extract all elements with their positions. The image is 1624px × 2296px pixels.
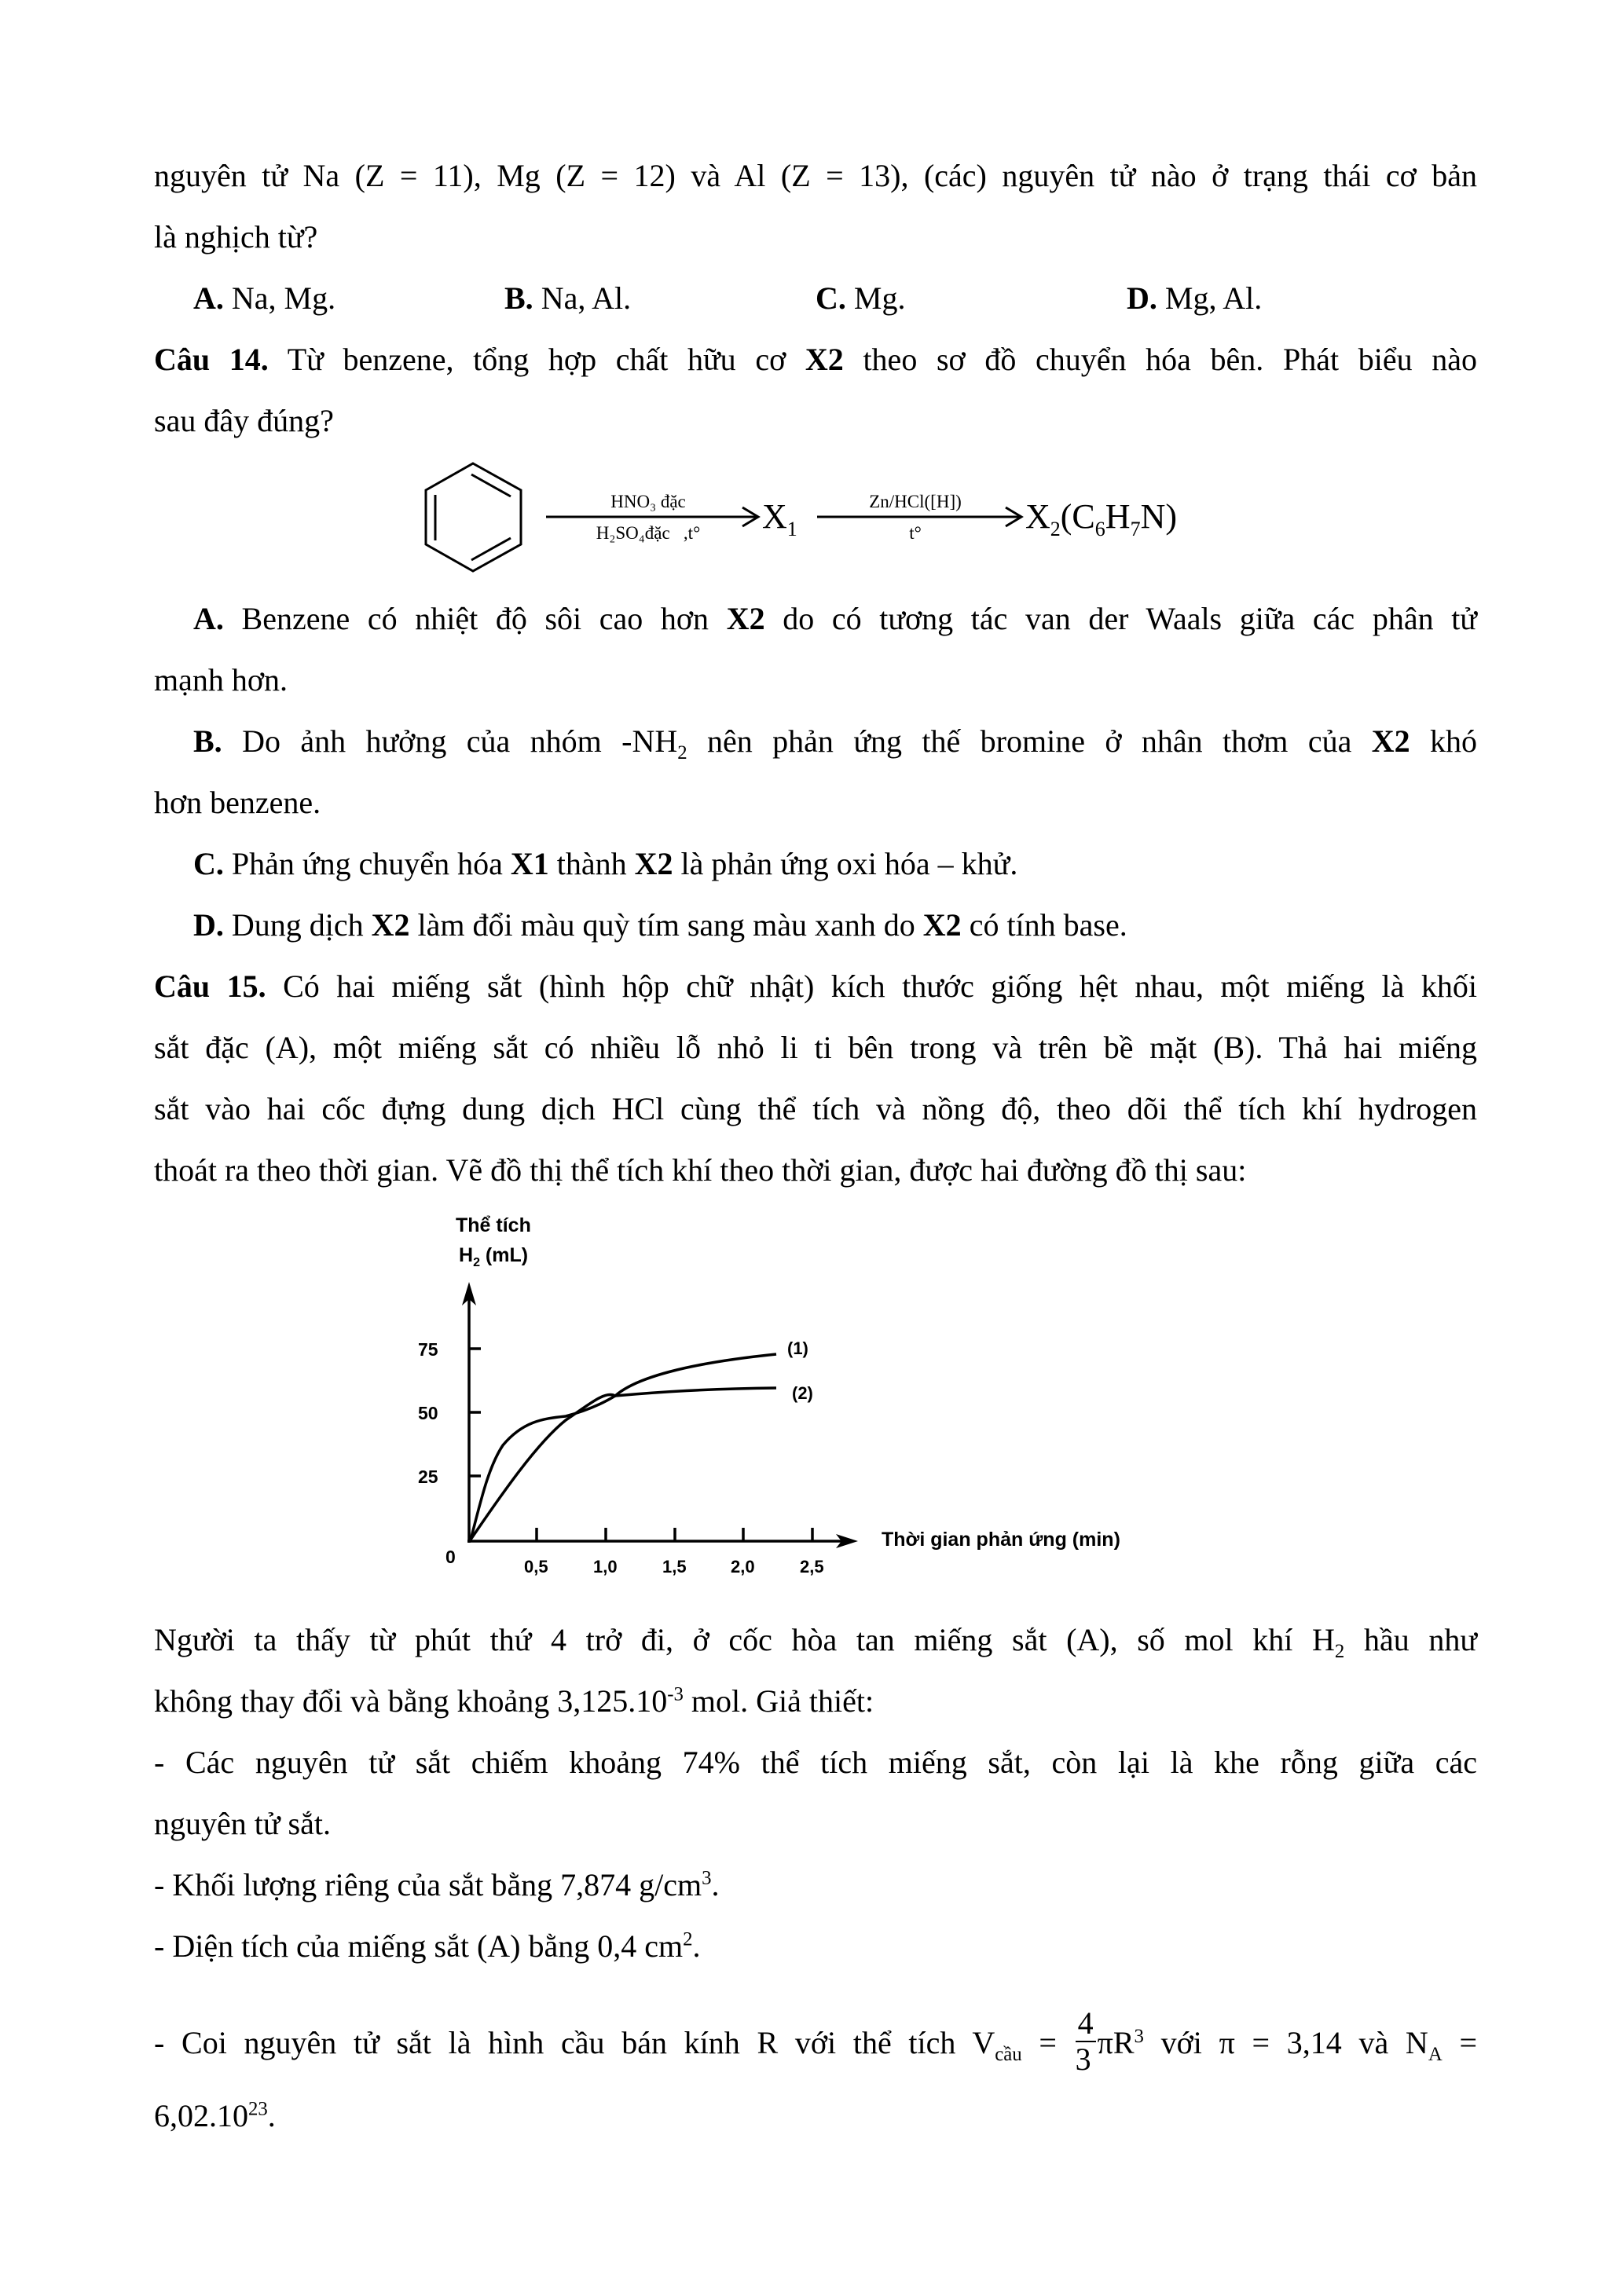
q13-option-d[interactable]: D. Mg, Al. [1127,280,1263,316]
axes [467,1288,852,1543]
q14-option-c[interactable]: C. Phản ứng chuyển hóa X1 thành X2 là phản ứng oxi hóa – khử. [193,846,1018,881]
q14-option-b-line2: hơn benzene. [154,785,321,820]
intermediate-x1: $X_1$ [762,497,797,540]
q15-observation-line1: Người ta thấy từ phút thứ 4 trở đi, ở cốc hòa tan miếng sắt (A), số mol khí $H_2$ hầu như [154,1622,1478,1662]
arrow2-reagent-bottom: t° [909,523,922,543]
assumption-1-line1: - Các nguyên tử sắt chiếm khoảng 74% thể tích miếng sắt, còn lại là khe rỗng giữa các [154,1745,1477,1780]
h2-volume-chart [377,1210,880,1602]
q15-stem-line1: Câu 15. Có hai miếng sắt (hình hộp chữ nhật) kích thước giống hệt nhau, một miếng là khối [154,969,1477,1004]
q13-options [193,280,1482,317]
q15-stem-line3: sắt vào hai cốc đựng dung dịch HCl cùng thể tích và nồng độ, theo dõi thể tích khí hydrogen [154,1091,1477,1126]
series-2-label: (2) [792,1383,813,1403]
q15-observation-line2: không thay đổi và bằng khoảng $3,125.10^{-3}$ mol. Giả thiết: [154,1683,874,1719]
series-1-label: (1) [787,1338,808,1358]
y-axis-label-line1: Thể tích [456,1214,531,1236]
q15-label: Câu 15. [154,969,266,1004]
y-tick-label-75: 75 [418,1339,438,1360]
q14-option-b[interactable]: B. Do ảnh hưởng của nhóm $-NH_2$ nên phản ứng thế bromine ở nhân thơm của X2 khó [193,723,1478,764]
q14-stem-line2: sau đây đúng? [154,403,334,438]
q14-option-a-line2: mạnh hơn. [154,662,288,698]
series-2-line [471,1388,776,1540]
y-tick-label-25: 25 [418,1467,438,1487]
arrow1-reagent-top: HNO₃ đặc [610,492,686,511]
y-axis-label-line2: $H_2$ (mL) [459,1244,529,1269]
q13-option-b[interactable]: B. Na, Al. [504,280,632,316]
q13-stem-line1: nguyên tử Na (Z = 11), Mg (Z = 12) và Al (Z = 13), (các) nguyên tử nào ở trạng thái cơ bản [154,158,1477,193]
q14-option-d[interactable]: D. Dung dịch X2 làm đổi màu quỳ tím sang màu xanh do X2 có tính base. [193,907,1127,943]
origin-label: 0 [445,1547,456,1567]
x-tick-label-2-0: 2,0 [731,1557,755,1576]
assumption-1-line2: nguyên tử sắt. [154,1806,331,1841]
x-axis-label: Thời gian phản ứng (min) [882,1529,1120,1551]
q15-stem-line2: sắt đặc (A), một miếng sắt có nhiều lỗ nhỏ li ti bên trong và trên bề mặt (B). Thả hai miếng [154,1030,1477,1065]
line-chart [377,1210,880,1602]
series-1-line [471,1354,776,1540]
x-tick-label-2-5: 2,5 [800,1557,824,1576]
arrow1-reagent-bottom: H₂SO₄đặc ,t° [596,523,701,543]
product-x2: $X_2(C_6H_7N)$ [1025,497,1177,540]
reaction-scheme [409,456,1234,581]
q15-stem-line4: thoát ra theo thời gian. Vẽ đồ thị thể tích khí theo thời gian, được hai đường đồ thị sau: [154,1152,1247,1188]
q13-option-c[interactable]: C. Mg. [816,280,906,316]
arrow2-reagent-top: Zn/HCl([H]) [869,492,962,511]
q14-stem-line1: Câu 14. Từ benzene, tổng hợp chất hữu cơ X2 theo sơ đồ chuyển hóa bên. Phát biểu nào [154,342,1478,377]
q14-label: Câu 14. [154,342,269,377]
x-ticks [537,1528,812,1541]
assumption-4-line2: 6,02.10$^{23}$. [154,2098,276,2133]
assumption-4-line1: - Coi nguyên tử sắt là hình cầu bán kính R với thể tích $V_{cầu}$ = $\frac{4}{3}$ $\pi R^3$ với π = 3,14 và $N_A$ = [154,2005,1477,2077]
fraction-4-over-3: $\frac{4}{3}$ [1076,2006,1096,2077]
y-tick-label-50: 50 [418,1403,438,1423]
x-tick-label-1-5: 1,5 [662,1557,687,1576]
y-ticks [469,1349,481,1476]
q13-option-a[interactable]: A. Na, Mg. [193,280,336,316]
q13-stem-line2: là nghịch từ? [154,219,318,255]
assumption-3: - Diện tích của miếng sắt (A) bằng 0,4 $cm^2$. [154,1928,701,1964]
q14-option-a[interactable]: A. Benzene có nhiệt độ sôi cao hơn X2 do có tương tác van der Waals giữa các phân tử [193,601,1477,636]
x-tick-label-0-5: 0,5 [524,1557,548,1576]
assumption-2: - Khối lượng riêng của sắt bằng 7,874 $g/cm^3$. [154,1867,720,1902]
x-tick-label-1-0: 1,0 [593,1557,618,1576]
